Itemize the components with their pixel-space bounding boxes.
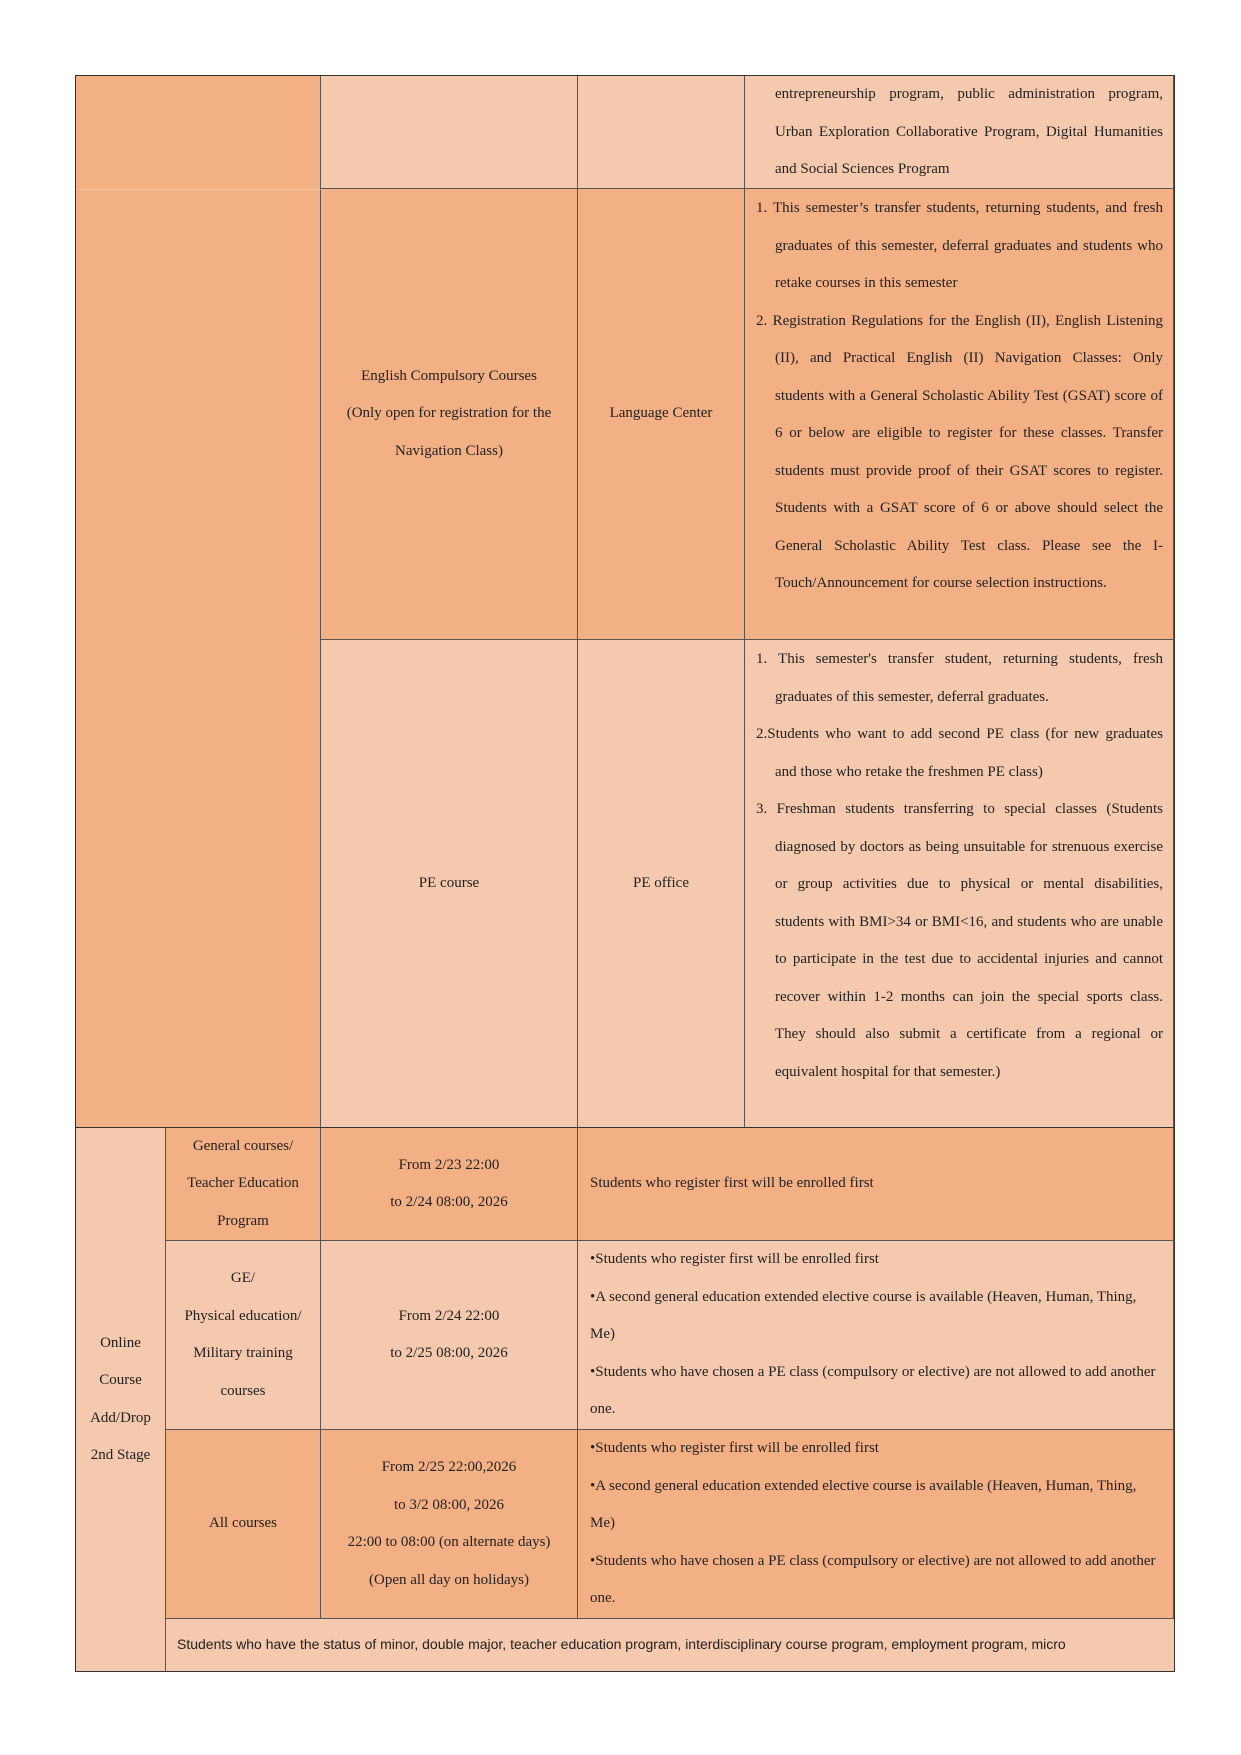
time-line: From 2/23 22:00 xyxy=(398,1156,500,1173)
stage-time-cell xyxy=(321,1430,578,1619)
time-line: to 2/24 08:00, 2026 xyxy=(390,1194,508,1210)
unit-cell-pe-office xyxy=(578,640,745,1128)
note: •A second general education extended elective course is available (Heaven, Human, Thing, Me) xyxy=(590,1288,1137,1342)
course-line: English Compulsory Courses xyxy=(361,367,537,384)
requirement-item: 3. Freshman students transferring to special classes (Students diagnosed by doctors as being unsuitable for strenuous exercise or group activities due to physical or mental disabilities, students with BMI>34 or BMI<16, and students who are unable to participate in the test due to accidental injuries and cannot recover within 1-2 months can join the special sports class. They should also submit a certificate from a regional or equivalent hospital for that semester.) xyxy=(756,801,1163,1080)
requirements-cell-row1 xyxy=(745,75,1174,189)
note: •A second general education extended elective course is available (Heaven, Human, Thing, Me) xyxy=(590,1477,1137,1531)
stage-notes-cell xyxy=(578,1430,1174,1619)
category-line: Physical education/ xyxy=(184,1307,302,1324)
course-line: Navigation Class) xyxy=(395,442,503,459)
time-line: From 2/24 22:00 xyxy=(398,1307,500,1324)
requirement-item: 1. This semester’s transfer students, returning students, and fresh graduates of this semester, deferral graduates and students who retake courses in this semester xyxy=(756,200,1163,291)
time-line: to 3/2 08:00, 2026 xyxy=(393,1496,504,1513)
note: •Students who register first will be enrolled first xyxy=(590,1251,879,1267)
requirements-cell-english xyxy=(745,189,1174,640)
stage-category-cell xyxy=(166,1241,321,1430)
category-line: Military training xyxy=(193,1345,293,1361)
stage-label-line: Add/Drop xyxy=(90,1409,151,1426)
requirement-item: 2. Registration Regulations for the English (II), English Listening (II), and Practical English (II) Navigation Classes: Only students with a General Scholastic Ability Test (GSAT) score of 6 or below are eligible to register for these classes. Transfer students must provide proof of their GSAT scores to register. Students with a GSAT score of 6 or above should select the General Scholastic Ability Test class. Please see the I-Touch/Announcement for course selection instructions. xyxy=(756,312,1163,591)
unit-label: PE office xyxy=(633,874,689,891)
unit-cell-row1 xyxy=(578,75,745,189)
course-cell-row1 xyxy=(321,75,578,189)
stage-label-line: Online xyxy=(100,1334,141,1351)
time-line: From 2/25 22:00,2026 xyxy=(381,1459,517,1475)
category-cell-merged xyxy=(76,189,321,1128)
stage-notes-cell xyxy=(578,1128,1174,1241)
unit-cell-language-center xyxy=(578,189,745,640)
category-cell-top xyxy=(76,75,321,189)
requirements-text: entrepreneurship program, public administration program, Urban Exploration Collaborative Program, Digital Humanities and Social Sciences Program xyxy=(775,86,1163,177)
category-line: Program xyxy=(217,1212,269,1229)
category-line: courses xyxy=(220,1382,266,1399)
stage-notes-cell xyxy=(578,1241,1174,1430)
course-cell-pe xyxy=(321,640,578,1128)
stage-category-cell xyxy=(166,1430,321,1619)
note: Students who register first will be enrolled first xyxy=(590,1175,874,1192)
unit-label: Language Center xyxy=(609,405,713,422)
stage-label-line: 2nd Stage xyxy=(90,1447,151,1463)
stage-label-cell xyxy=(76,1128,166,1671)
course-label: PE course xyxy=(418,874,480,891)
time-line: (Open all day on holidays) xyxy=(369,1571,529,1588)
requirement-item: 2.Students who want to add second PE class (for new graduates and those who retake the freshmen PE class) xyxy=(756,726,1163,780)
time-line: 22:00 to 08:00 (on alternate days) xyxy=(347,1534,551,1550)
course-cell-english xyxy=(321,189,578,640)
stage-footer-cell xyxy=(166,1619,1174,1671)
stage-category-cell xyxy=(166,1128,321,1241)
note: •Students who register first will be enrolled first xyxy=(590,1440,879,1456)
stage-time-cell xyxy=(321,1241,578,1430)
note: •Students who have chosen a PE class (compulsory or elective) are not allowed to add another one. xyxy=(590,1552,1156,1606)
category-line: All courses xyxy=(209,1515,277,1532)
requirements-cell-pe xyxy=(745,640,1174,1128)
course-line: (Only open for registration for the xyxy=(346,405,552,422)
stage-label-line: Course xyxy=(99,1372,142,1388)
category-line: GE/ xyxy=(230,1270,256,1286)
note: •Students who have chosen a PE class (compulsory or elective) are not allowed to add another one. xyxy=(590,1363,1156,1417)
category-line: Teacher Education xyxy=(187,1175,299,1192)
requirement-item: 1. This semester's transfer student, returning students, fresh graduates of this semester, deferral graduates. xyxy=(756,651,1163,705)
category-line: General courses/ xyxy=(192,1137,294,1154)
footer-text: Students who have the status of minor, double major, teacher education program, interdisciplinary course program, employment program, micro xyxy=(177,1636,1066,1653)
time-line: to 2/25 08:00, 2026 xyxy=(390,1345,508,1361)
stage-time-cell xyxy=(321,1128,578,1241)
